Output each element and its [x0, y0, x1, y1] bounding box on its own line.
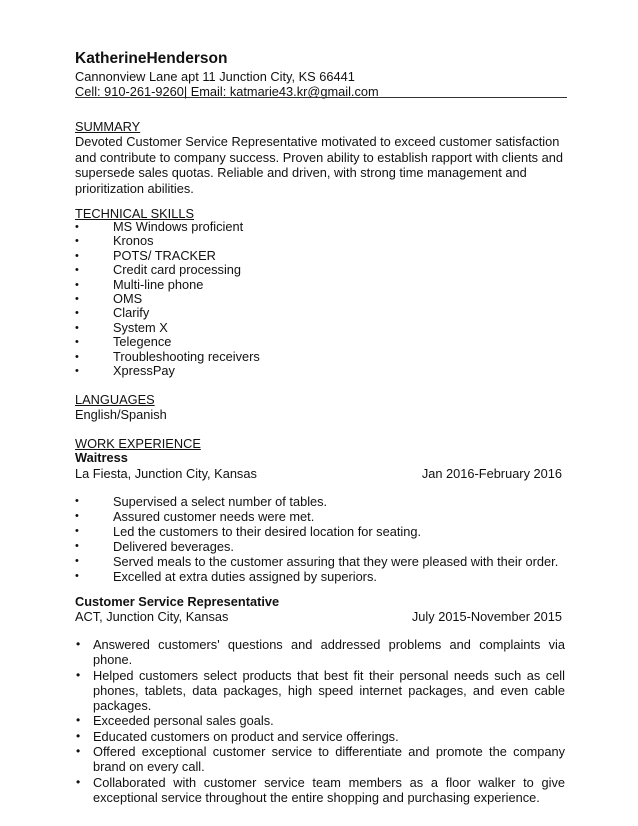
job-info-row — [75, 609, 562, 624]
duty-item: • Helped customers select products that best fit their personal needs such as cell phones, tablets, data packages, high speed internet packages, and even cable packages. — [75, 668, 565, 714]
duty-item: • Served meals to the customer assuring that they were pleased with their order. — [75, 554, 567, 569]
summary-heading: SUMMARY — [75, 119, 141, 134]
job-title: Customer Service Representative — [75, 594, 280, 609]
skill-item: • Multi-line phone — [75, 278, 260, 292]
duty-item: • Supervised a select number of tables. — [75, 494, 567, 509]
skills-heading: TECHNICAL SKILLS — [75, 206, 195, 221]
job-place: La Fiesta, Junction City, Kansas — [75, 466, 257, 481]
job-title: Waitress — [75, 450, 128, 465]
job-duties-list — [75, 637, 565, 805]
skill-item: • OMS — [75, 292, 260, 306]
candidate-name: KatherineHenderson — [75, 50, 228, 67]
work-heading: WORK EXPERIENCE — [75, 436, 201, 451]
duty-item: • Delivered beverages. — [75, 539, 567, 554]
skill-item: • System X — [75, 321, 260, 335]
duty-item: • Collaborated with customer service team members as a floor walker to give exceptional service throughout the entire shopping and purchasing experience. — [75, 775, 565, 806]
job-dates: July 2015-November 2015 — [411, 609, 562, 624]
job-place: ACT, Junction City, Kansas — [75, 609, 229, 624]
skill-item: • MS Windows proficient — [75, 220, 260, 234]
duty-item: • Exceeded personal sales goals. — [75, 713, 565, 728]
header-divider — [75, 97, 567, 98]
address-line: Cannonview Lane apt 11 Junction City, KS 66441 — [75, 69, 355, 84]
job-dates: Jan 2016-February 2016 — [421, 466, 562, 481]
job-duties-list — [75, 494, 567, 584]
job-info-row — [75, 466, 562, 481]
contact-line: Cell: 910-261-9260| Email: katmarie43.kr@gmail.com — [75, 84, 379, 99]
skill-item: • POTS/ TRACKER — [75, 249, 260, 263]
summary-text: Devoted Customer Service Representative motivated to exceed customer satisfaction and contribute to company success. Proven ability to establish rapport with clients and supersede sales quotas. Reliable and driven, with strong time management and prioritization abilities. — [75, 134, 563, 196]
skill-item: • Kronos — [75, 234, 260, 248]
duty-item: • Led the customers to their desired location for seating. — [75, 524, 567, 539]
skill-item: • Clarify — [75, 306, 260, 320]
duty-item: • Educated customers on product and service offerings. — [75, 729, 565, 744]
duty-item: • Assured customer needs were met. — [75, 509, 567, 524]
skill-item: • XpressPay — [75, 364, 260, 378]
skill-item: • Telegence — [75, 335, 260, 349]
duty-item: • Answered customers' questions and addressed problems and complaints via phone. — [75, 637, 565, 668]
languages-heading: LANGUAGES — [75, 392, 155, 407]
skills-list — [75, 220, 260, 378]
duty-item: • Offered exceptional customer service to differentiate and promote the company brand on every call. — [75, 744, 565, 775]
skill-item: • Troubleshooting receivers — [75, 350, 260, 364]
duty-item: • Excelled at extra duties assigned by superiors. — [75, 569, 567, 584]
skill-item: • Credit card processing — [75, 263, 260, 277]
languages-text: English/Spanish — [75, 407, 167, 422]
